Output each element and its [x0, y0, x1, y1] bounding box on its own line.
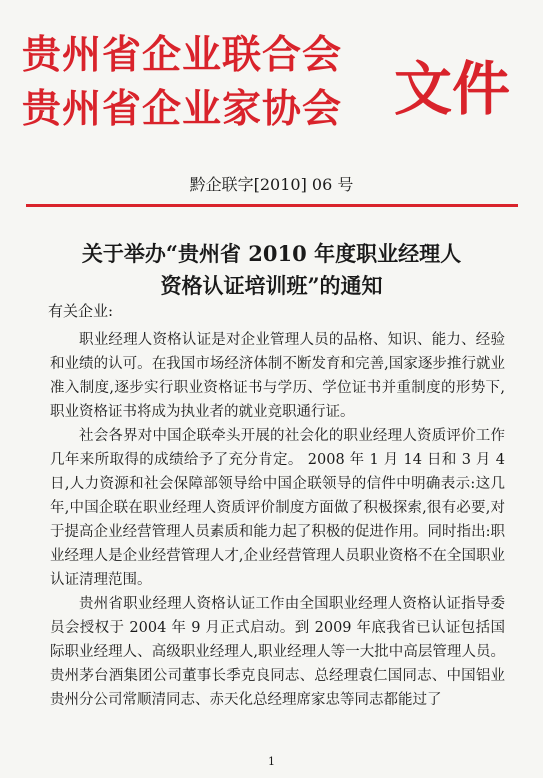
org-name-line2: 贵州省企业家协会	[22, 87, 343, 132]
paragraph-3: 贵州省职业经理人资格认证工作由全国职业经理人资格认证指导委员会授权于 2004 年 9 月正式启动。到 2009 年底我省已认证包括国际职业经理人、高级职业经理人,职业经理人等一大批中高层管理人员。贵州茅台酒集团公司董事长季克良同志、总经理袁仁国同志、中国铝业贵州分公司常顺清同志、赤天化总经理席家忠等同志都能过了	[50, 596, 505, 708]
letterhead	[22, 28, 527, 140]
title-line2: 资格认证培训班”的通知	[160, 273, 383, 298]
document-number: 黔企联字[2010] 06 号	[189, 175, 354, 194]
paragraph-1: 职业经理人资格认证是对企业管理人员的品格、知识、能力、经验和业绩的认可。在我国市场经济体制不断发育和完善,国家逐步推行就业准入制度,逐步实行职业资格证书与学历、学位证书并重制度的形势下,职业资格证书将成为执业者的就业竞职通行证。	[50, 332, 505, 420]
paragraph-2: 社会各界对中国企联牵头开展的社会化的职业经理人资质评价工作几年来所取得的成绩给予了充分肯定。 2008 年 1 月 14 日和 3 月 4 日,人力资源和社会保障部领导给中国企联领导的信件中明确表示:这几年,中国企联在职业经理人资质评价制度方面做了积极探索,很有必要,对于提高企业经营管理人员素质和能力起了积极的促进作用。同时指出:职业经理人是企业经营管理人才,企业经营管理人员职业资格不在全国职业认证清理范围。	[50, 428, 505, 588]
org-name-line1: 贵州省企业联合会	[22, 33, 343, 78]
title-line1: 关于举办“贵州省 2010 年度职业经理人	[81, 241, 462, 266]
page-number: 1	[268, 755, 275, 768]
body-text	[50, 328, 505, 712]
document-type-label: 文件	[394, 55, 511, 123]
red-divider	[26, 204, 518, 207]
salutation: 有关企业:	[48, 302, 114, 320]
